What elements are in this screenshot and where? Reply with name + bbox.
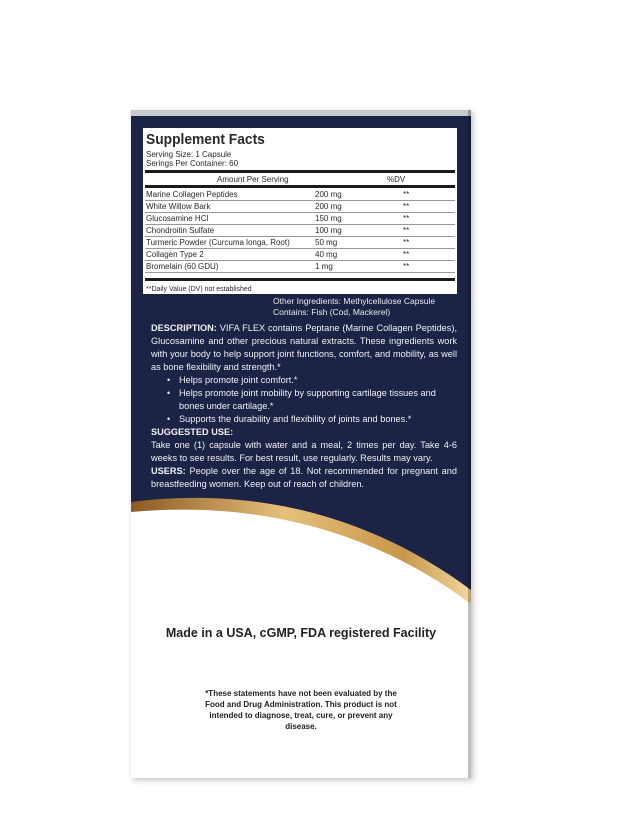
ingredient-name: Bromelain (60 GDU) (146, 262, 219, 271)
description-block (151, 322, 457, 491)
ingredient-name: Collagen Type 2 (146, 250, 204, 259)
facts-divider (145, 278, 455, 281)
facts-row (145, 249, 455, 261)
benefit-item: • Supports the durability and flexibility of joints and bones.* (167, 413, 457, 426)
ingredient-dv: ** (403, 190, 410, 199)
fda-disclaimer: *These statements have not been evaluated by the Food and Drug Administration. This product is not intended to diagnose, treat, cure, or prevent any disease. (205, 689, 397, 731)
facts-footnote: **Daily Value (DV) not established (146, 286, 252, 293)
ingredient-amount: 50 mg (315, 238, 338, 247)
suggested-use-label: SUGGESTED USE: (151, 427, 234, 437)
ingredient-name: Turmeric Powder (Curcuma longa, Root) (146, 238, 290, 247)
ingredient-amount: 200 mg (315, 202, 342, 211)
ingredient-name: White Willow Bark (146, 202, 211, 211)
made-in-usa: Made in a USA, cGMP, FDA registered Facility (165, 626, 437, 640)
suggested-use-text: Take one (1) capsule with water and a meal, 2 times per day. Take 4-6 weeks to see results. For best result, use regularly. Results may vary. (151, 440, 457, 463)
users-label: USERS: (151, 466, 186, 476)
ingredient-amount: 100 mg (315, 226, 342, 235)
description-paragraph (151, 322, 457, 374)
ingredient-amount: 200 mg (315, 190, 342, 199)
description-label: DESCRIPTION: (151, 323, 217, 333)
ingredient-dv: ** (403, 262, 410, 271)
ingredient-dv: ** (403, 250, 410, 259)
other-ingredients (273, 296, 453, 318)
supplement-facts-panel (143, 128, 457, 294)
facts-divider (145, 170, 455, 173)
dv-header: %DV (387, 175, 406, 184)
ingredient-name: Marine Collagen Peptides (146, 190, 238, 199)
ingredient-dv: ** (403, 202, 410, 211)
ingredient-name: Chondroitin Sulfate (146, 226, 215, 235)
facts-row (145, 201, 455, 213)
ingredient-amount: 150 mg (315, 214, 342, 223)
amount-header: Amount Per Serving (217, 175, 289, 184)
facts-divider (145, 185, 455, 188)
other-ingredients-line: Other Ingredients: Methylcellulose Capsule (273, 296, 436, 306)
box-edge-shadow (468, 110, 471, 778)
ingredient-amount: 40 mg (315, 250, 338, 259)
ingredient-dv: ** (403, 214, 410, 223)
description-text: VIFA FLEX contains Peptane (Marine Collagen Peptides), Glucosamine and other precious natural extracts. These ingredients work with your body to help support joint functions, comfort, and mobility, as well as bone flexibility and strength.* (151, 323, 457, 372)
ingredient-dv: ** (403, 226, 410, 235)
facts-row (145, 189, 455, 201)
product-box-side (131, 110, 471, 778)
facts-title: Supplement Facts (146, 131, 265, 148)
benefit-item: • Helps promote joint comfort.* (167, 374, 457, 387)
benefit-item: • Helps promote joint mobility by supporting cartilage tissues and bones under cartilage.* (167, 387, 457, 413)
facts-row (145, 237, 455, 249)
benefit-list (151, 374, 457, 426)
contains-line: Contains: Fish (Cod, Mackerel) (273, 307, 391, 317)
facts-row (145, 225, 455, 237)
ingredient-amount: 1 mg (315, 262, 333, 271)
servings-per-container: Serings Per Container: 60 (146, 159, 239, 168)
users-paragraph (151, 465, 457, 491)
serving-size: Serving Size: 1 Capsule (146, 150, 232, 159)
facts-row (145, 213, 455, 225)
facts-row (145, 261, 455, 273)
users-text: People over the age of 18. Not recommended for pregnant and breastfeeding women. Keep out of reach of children. (151, 466, 458, 489)
ingredient-dv: ** (403, 238, 410, 247)
ingredient-name: Glucosamine HCl (146, 214, 209, 223)
